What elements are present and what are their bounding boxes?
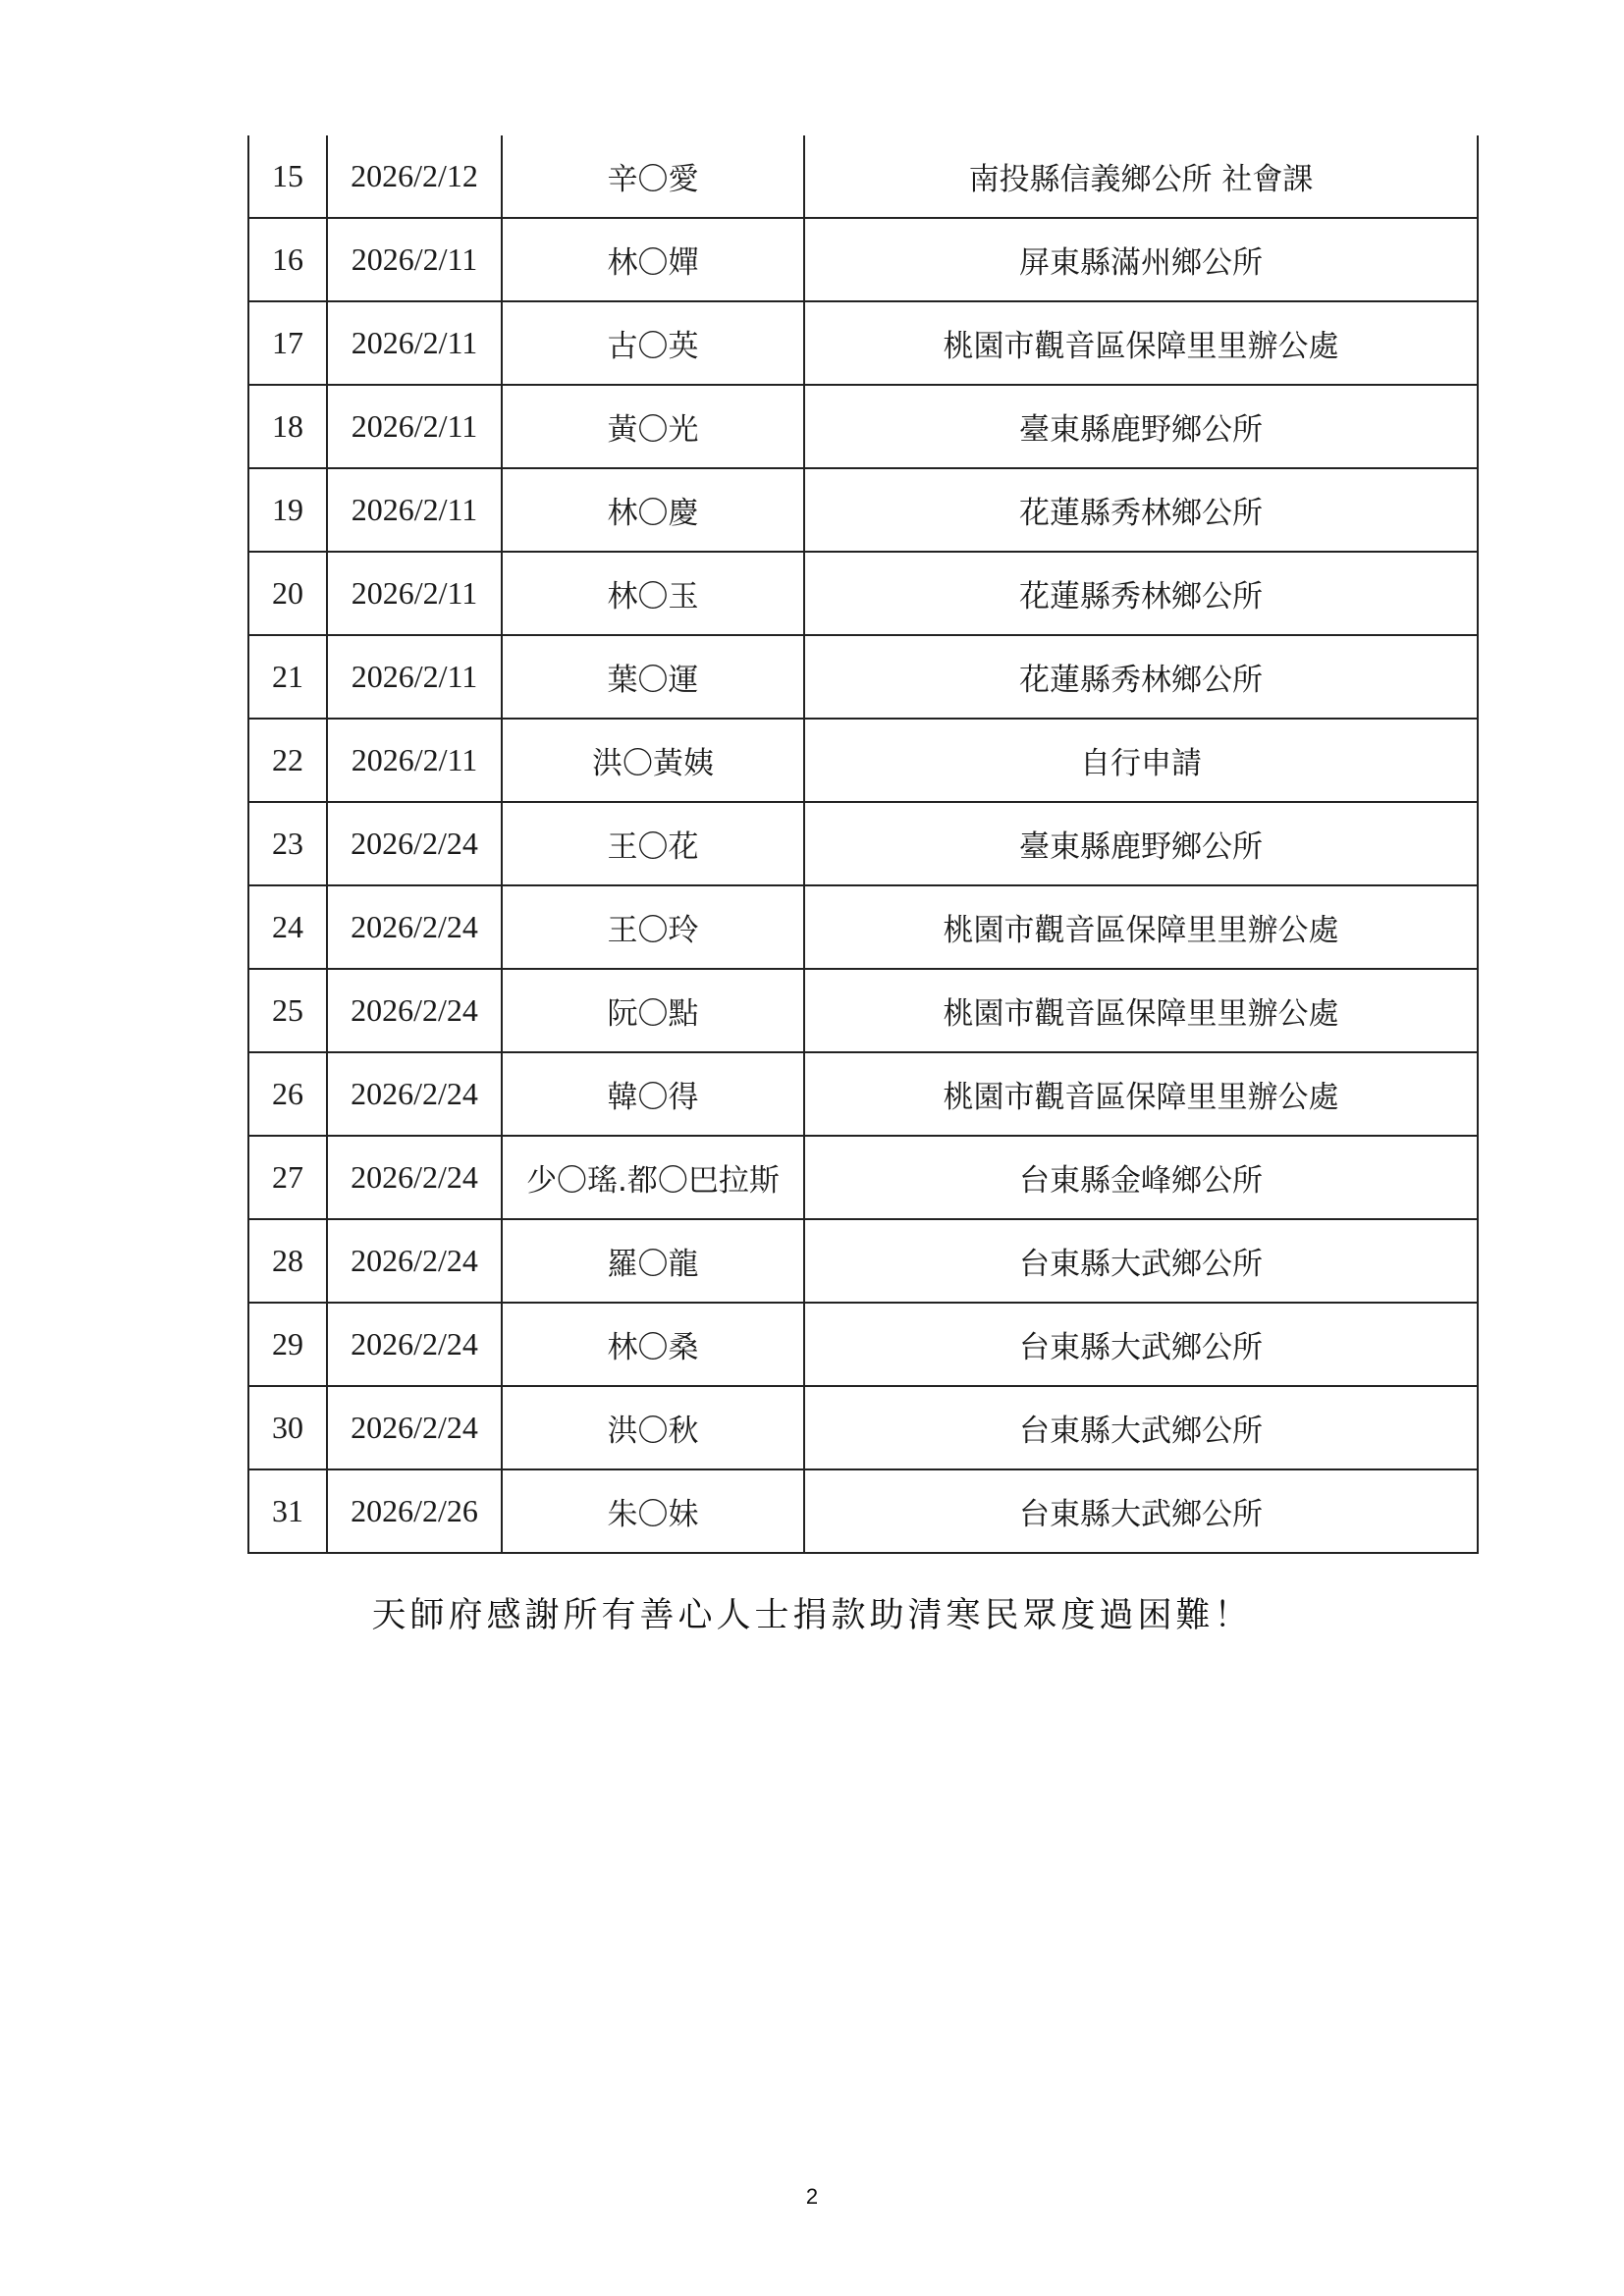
- row-number: 31: [248, 1469, 327, 1553]
- row-name: 林〇桑: [502, 1303, 804, 1386]
- donation-table: [247, 135, 1479, 1554]
- row-name: 黃〇光: [502, 385, 804, 468]
- table-row: [248, 385, 1478, 468]
- row-organization: 臺東縣鹿野鄉公所: [804, 385, 1478, 468]
- row-date: 2026/2/24: [327, 802, 502, 885]
- row-name: 辛〇愛: [502, 135, 804, 218]
- row-organization: 臺東縣鹿野鄉公所: [804, 802, 1478, 885]
- row-organization: 台東縣大武鄉公所: [804, 1386, 1478, 1469]
- row-date: 2026/2/24: [327, 1136, 502, 1219]
- table-row: [248, 1136, 1478, 1219]
- row-date: 2026/2/11: [327, 301, 502, 385]
- row-organization: 桃園市觀音區保障里里辦公處: [804, 969, 1478, 1052]
- table-row: [248, 1303, 1478, 1386]
- row-name: 古〇英: [502, 301, 804, 385]
- row-date: 2026/2/24: [327, 1219, 502, 1303]
- row-number: 21: [248, 635, 327, 719]
- row-number: 22: [248, 719, 327, 802]
- page-number: 2: [805, 2184, 819, 2209]
- row-organization: 花蓮縣秀林鄉公所: [804, 635, 1478, 719]
- row-name: 朱〇妹: [502, 1469, 804, 1553]
- row-organization: 花蓮縣秀林鄉公所: [804, 552, 1478, 635]
- row-name: 羅〇龍: [502, 1219, 804, 1303]
- row-date: 2026/2/11: [327, 218, 502, 301]
- row-number: 29: [248, 1303, 327, 1386]
- row-date: 2026/2/11: [327, 719, 502, 802]
- row-organization: 南投縣信義鄉公所 社會課: [804, 135, 1478, 218]
- row-name: 林〇嬋: [502, 218, 804, 301]
- table-row: [248, 301, 1478, 385]
- thank-you-message: 天師府感謝所有善心人士捐款助清寒民眾度過困難！: [371, 1596, 1253, 1635]
- donation-table-body: [248, 135, 1478, 1553]
- row-number: 19: [248, 468, 327, 552]
- row-date: 2026/2/24: [327, 885, 502, 969]
- row-number: 18: [248, 385, 327, 468]
- row-number: 26: [248, 1052, 327, 1136]
- table-row: [248, 885, 1478, 969]
- row-name: 洪〇黃姨: [502, 719, 804, 802]
- row-organization: 桃園市觀音區保障里里辦公處: [804, 1052, 1478, 1136]
- row-name: 林〇玉: [502, 552, 804, 635]
- table-row: [248, 135, 1478, 218]
- row-organization: 台東縣大武鄉公所: [804, 1469, 1478, 1553]
- row-number: 23: [248, 802, 327, 885]
- row-organization: 桃園市觀音區保障里里辦公處: [804, 885, 1478, 969]
- row-date: 2026/2/11: [327, 635, 502, 719]
- row-date: 2026/2/24: [327, 1052, 502, 1136]
- row-name: 阮〇點: [502, 969, 804, 1052]
- row-date: 2026/2/24: [327, 1386, 502, 1469]
- table-row: [248, 552, 1478, 635]
- row-organization: 桃園市觀音區保障里里辦公處: [804, 301, 1478, 385]
- row-organization: 台東縣大武鄉公所: [804, 1219, 1478, 1303]
- row-number: 15: [248, 135, 327, 218]
- row-organization: 台東縣金峰鄉公所: [804, 1136, 1478, 1219]
- row-name: 少〇瑤.都〇巴拉斯: [502, 1136, 804, 1219]
- row-date: 2026/2/11: [327, 468, 502, 552]
- row-number: 25: [248, 969, 327, 1052]
- row-name: 林〇慶: [502, 468, 804, 552]
- row-number: 20: [248, 552, 327, 635]
- row-name: 韓〇得: [502, 1052, 804, 1136]
- table-row: [248, 969, 1478, 1052]
- row-name: 王〇玲: [502, 885, 804, 969]
- table-row: [248, 1469, 1478, 1553]
- row-date: 2026/2/24: [327, 969, 502, 1052]
- row-name: 洪〇秋: [502, 1386, 804, 1469]
- row-date: 2026/2/26: [327, 1469, 502, 1553]
- table-row: [248, 635, 1478, 719]
- row-number: 17: [248, 301, 327, 385]
- row-organization: 花蓮縣秀林鄉公所: [804, 468, 1478, 552]
- table-row: [248, 1052, 1478, 1136]
- table-row: [248, 802, 1478, 885]
- table-row: [248, 1219, 1478, 1303]
- row-organization: 自行申請: [804, 719, 1478, 802]
- row-date: 2026/2/12: [327, 135, 502, 218]
- table-row: [248, 468, 1478, 552]
- row-date: 2026/2/24: [327, 1303, 502, 1386]
- row-number: 27: [248, 1136, 327, 1219]
- row-number: 30: [248, 1386, 327, 1469]
- row-organization: 台東縣大武鄉公所: [804, 1303, 1478, 1386]
- table-row: [248, 1386, 1478, 1469]
- row-number: 16: [248, 218, 327, 301]
- row-number: 28: [248, 1219, 327, 1303]
- row-date: 2026/2/11: [327, 385, 502, 468]
- row-organization: 屏東縣滿州鄉公所: [804, 218, 1478, 301]
- row-number: 24: [248, 885, 327, 969]
- table-row: [248, 218, 1478, 301]
- row-date: 2026/2/11: [327, 552, 502, 635]
- row-name: 王〇花: [502, 802, 804, 885]
- row-name: 葉〇運: [502, 635, 804, 719]
- table-row: [248, 719, 1478, 802]
